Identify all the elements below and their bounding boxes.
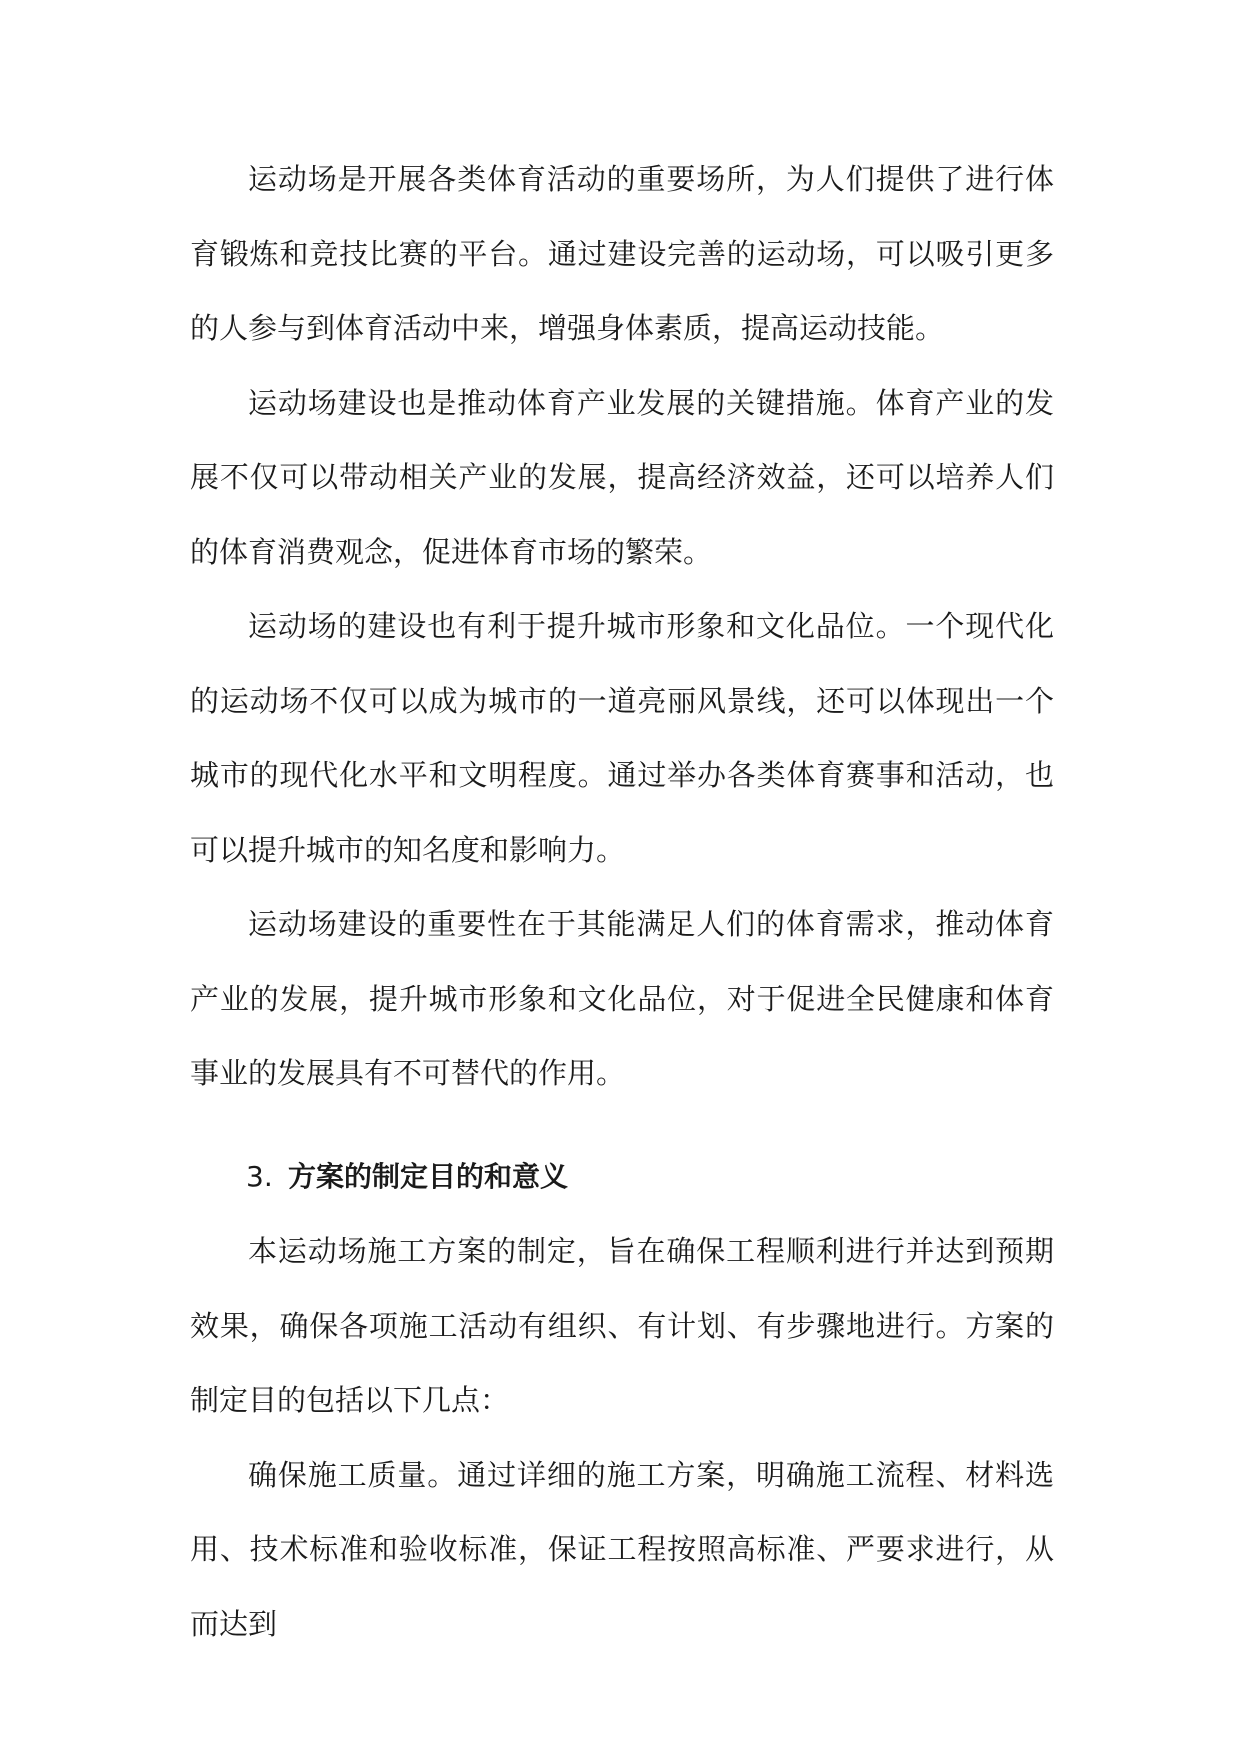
paragraph-importance-venue: 运动场是开展各类体育活动的重要场所，为人们提供了进行体育锻炼和竞技比赛的平台。通过建设完善的运动场，可以吸引更多的人参与到体育活动中来，增强身体素质，提高运动技能。 [190,162,1054,345]
section-title: 方案的制定目的和意义 [288,1159,569,1193]
paragraph-construction-quality: 确保施工质量。通过详细的施工方案，明确施工流程、材料选用、技术标准和验收标准，保证工程按照高标准、严要求进行，从而达到 [190,1457,1054,1641]
document-body [190,142,1054,1661]
section-number: 3. [246,1159,273,1193]
paragraph-importance-industry: 运动场建设也是推动体育产业发展的关键措施。体育产业的发展不仅可以带动相关产业的发展，提高经济效益，还可以培养人们的体育消费观念，促进体育市场的繁荣。 [190,385,1054,569]
paragraph-importance-summary: 运动场建设的重要性在于其能满足人们的体育需求，推动体育产业的发展，提升城市形象和文化品位，对于促进全民健康和体育事业的发展具有不可替代的作用。 [190,907,1054,1090]
paragraph-plan-purpose: 本运动场施工方案的制定，旨在确保工程顺利进行并达到预期效果，确保各项施工活动有组织、有计划、有步骤地进行。方案的制定目的包括以下几点： [190,1234,1054,1417]
section-heading [190,1140,1054,1215]
paragraph-importance-city-image: 运动场的建设也有利于提升城市形象和文化品位。一个现代化的运动场不仅可以成为城市的一道亮丽风景线，还可以体现出一个城市的现代化水平和文明程度。通过举办各类体育赛事和活动，也可以提升城市的知名度和影响力。 [190,609,1054,867]
